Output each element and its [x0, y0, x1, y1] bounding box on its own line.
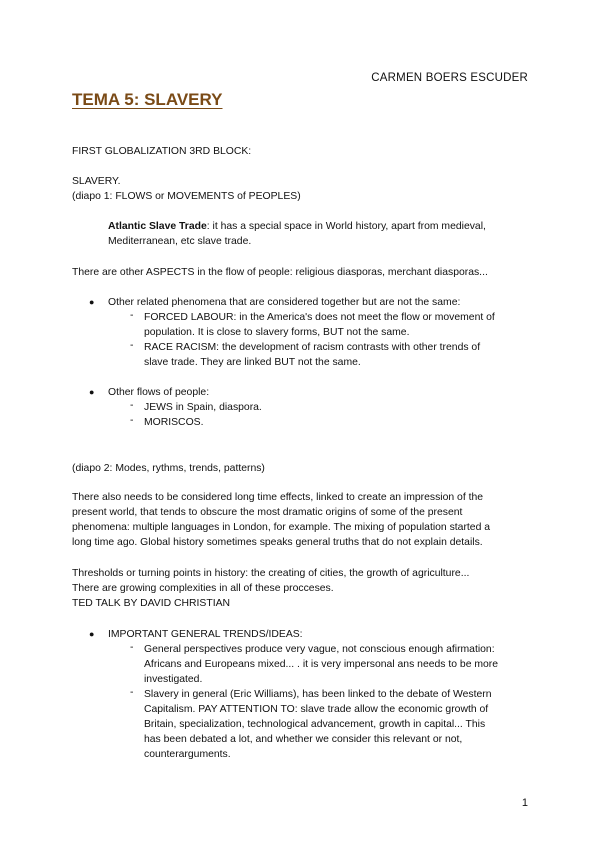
sub-3-2-line-1: Slavery in general (Eric Williams), has been linked to the debate of Western — [144, 689, 492, 700]
atlantic-term: Atlantic Slave Trade — [108, 221, 207, 232]
sub-3-2-line-4: has been debated a lot, and whether we consider this relevant or not, — [144, 734, 463, 745]
diapo1-label: (diapo 1: FLOWS or MOVEMENTS of PEOPLES) — [72, 191, 301, 202]
sub-3-1-line-3: investigated. — [144, 674, 203, 685]
sub-1-1-line-1: FORCED LABOUR: in the America's does not meet the flow or movement of — [144, 312, 495, 323]
sub-3-1-line-2: Africans and Europeans mixed... . it is very impersonal ans needs to be more — [144, 659, 499, 670]
sub-3-2-line-5: counterarguments. — [144, 749, 231, 760]
atlantic-text: : it has a special space in World history, apart from medieval, — [206, 221, 486, 232]
dash-icon: - — [130, 340, 134, 351]
sub-2-2: MORISCOS. — [144, 417, 204, 428]
para1-line-1: There also needs to be considered long time effects, linked to create an impression of the — [72, 492, 484, 503]
slavery-heading: SLAVERY. — [72, 176, 121, 187]
sub-3-1-line-1: General perspectives produce very vague, not conscious enough afirmation: — [144, 644, 495, 655]
para2-line-2: There are growing complexities in all of these procceses. — [72, 583, 334, 594]
bullet-2-text: Other flows of people: — [108, 387, 210, 398]
aspects-paragraph: There are other ASPECTS in the flow of people: religious diasporas, merchant diasporas... — [72, 267, 488, 278]
bullet-dot-icon: ● — [89, 387, 95, 397]
atlantic-line-2: Mediterranean, etc slave trade. — [108, 236, 252, 247]
bullet-dot-icon: ● — [89, 629, 95, 639]
diapo2-label: (diapo 2: Modes, rythms, trends, patterns) — [72, 463, 265, 474]
sub-2-1: JEWS in Spain, diaspora. — [144, 402, 262, 413]
dash-icon: - — [130, 415, 134, 426]
atlantic-line-1 — [108, 219, 486, 235]
bullet-1-text: Other related phenomena that are considered together but are not the same: — [108, 297, 461, 308]
bullet-3-text: IMPORTANT GENERAL TRENDS/IDEAS: — [108, 629, 303, 640]
sub-1-2-line-2: slave trade. They are linked BUT not the same. — [144, 357, 361, 368]
para1-line-3: phenomena: multiple languages in London, for example. The mixing of population started a — [72, 522, 491, 533]
dash-icon: - — [130, 642, 134, 653]
dash-icon: - — [130, 310, 134, 321]
page-title: TEMA 5: SLAVERY — [72, 90, 223, 109]
sub-1-2-line-1: RACE RACISM: the development of racism contrasts with other trends of — [144, 342, 481, 353]
author-name: CARMEN BOERS ESCUDER — [371, 72, 528, 84]
para1-line-4: long time ago. Global history sometimes speaks general truths that do not explain details. — [72, 537, 483, 548]
bullet-dot-icon: ● — [89, 297, 95, 307]
block-heading: FIRST GLOBALIZATION 3RD BLOCK: — [72, 146, 252, 157]
para1-line-2: present world, that tends to obscure the most dramatic origins of some of the present — [72, 507, 463, 518]
sub-1-1-line-2: population. It is close to slavery forms, BUT not the same. — [144, 327, 410, 338]
dash-icon: - — [130, 687, 134, 698]
para2-line-1: Thresholds or turning points in history: the creating of cities, the growth of agriculture... — [72, 568, 470, 579]
ted-talk-line: TED TALK BY DAVID CHRISTIAN — [72, 598, 231, 609]
dash-icon: - — [130, 400, 134, 411]
page-number: 1 — [521, 797, 528, 809]
sub-3-2-line-3: Britain, specialization, technological advancement, growth in capital... This — [144, 719, 486, 730]
sub-3-2-line-2: Capitalism. PAY ATTENTION TO: slave trade allow the economic growth of — [144, 704, 489, 715]
